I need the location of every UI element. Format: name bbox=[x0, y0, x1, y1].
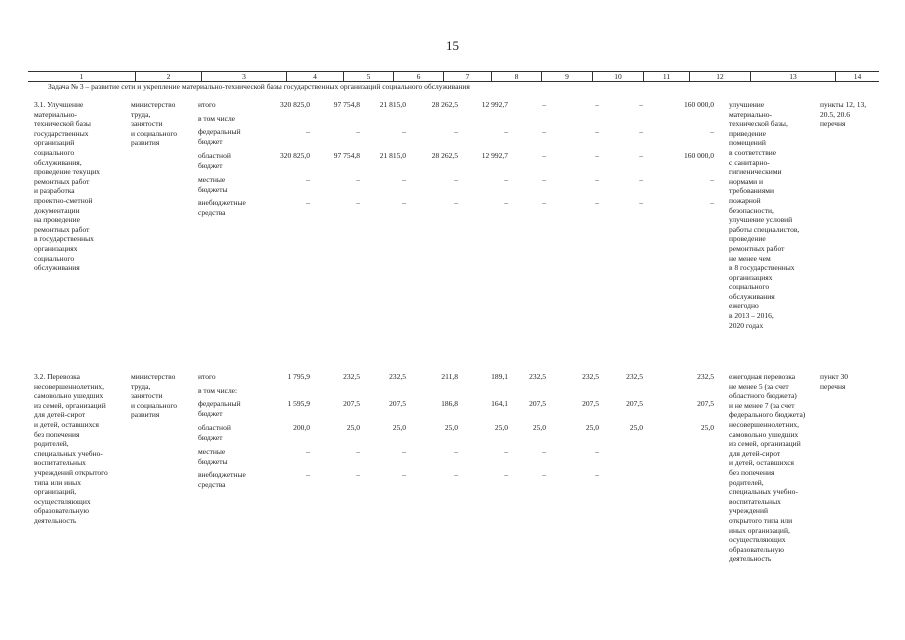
funding-value: 25,0 bbox=[629, 423, 643, 432]
funding-value: – bbox=[595, 175, 599, 184]
funding-value: – bbox=[306, 470, 310, 479]
funding-value: – bbox=[356, 447, 360, 456]
funding-value: – bbox=[542, 100, 546, 109]
funding-value: – bbox=[454, 447, 458, 456]
funding-value: – bbox=[402, 447, 406, 456]
header-col-13: 13 bbox=[750, 72, 835, 81]
funding-value: – bbox=[504, 175, 508, 184]
funding-value: – bbox=[356, 470, 360, 479]
funding-value: – bbox=[504, 470, 508, 479]
page-number: 15 bbox=[446, 38, 459, 53]
funding-value: 1 795,9 bbox=[287, 372, 310, 381]
funding-value: 211,8 bbox=[441, 372, 458, 381]
funding-value: 320 825,0 bbox=[280, 151, 310, 160]
funding-value: – bbox=[639, 100, 643, 109]
funding-value: 232,5 bbox=[582, 372, 599, 381]
header-col-9: 9 bbox=[541, 72, 592, 81]
funding-value: – bbox=[639, 175, 643, 184]
funding-value: 232,5 bbox=[697, 372, 714, 381]
funding-value: – bbox=[504, 447, 508, 456]
funding-value: – bbox=[356, 127, 360, 136]
funding-value: 25,0 bbox=[585, 423, 599, 432]
funding-value: 207,5 bbox=[529, 399, 546, 408]
funding-source-label: местные бюджеты bbox=[198, 447, 228, 466]
funding-value: 232,5 bbox=[389, 372, 406, 381]
funding-value: 186,8 bbox=[441, 399, 458, 408]
funding-value: 25,0 bbox=[700, 423, 714, 432]
funding-value: – bbox=[595, 151, 599, 160]
funding-value: 25,0 bbox=[444, 423, 458, 432]
funding-value: 232,5 bbox=[343, 372, 360, 381]
funding-value: – bbox=[504, 127, 508, 136]
funding-value: – bbox=[454, 175, 458, 184]
funding-source-label: внебюджетные средства bbox=[198, 198, 246, 217]
header-col-1: 1 bbox=[79, 72, 84, 81]
funding-value: – bbox=[639, 151, 643, 160]
funding-value: 200,0 bbox=[293, 423, 310, 432]
executor-cell: министерство труда, занятости и социального развития bbox=[131, 100, 177, 148]
funding-value: 164,1 bbox=[491, 399, 508, 408]
funding-value: – bbox=[542, 127, 546, 136]
funding-value: 21 815,0 bbox=[379, 151, 406, 160]
header-col-6: 6 bbox=[393, 72, 443, 81]
funding-value: 232,5 bbox=[529, 372, 546, 381]
funding-value: 232,5 bbox=[626, 372, 643, 381]
funding-source-label: областной бюджет bbox=[198, 151, 231, 170]
funding-value: 25,0 bbox=[392, 423, 406, 432]
funding-value: 207,5 bbox=[582, 399, 599, 408]
funding-value: – bbox=[595, 470, 599, 479]
funding-source-label: федеральный бюджет bbox=[198, 127, 241, 146]
funding-value: – bbox=[454, 470, 458, 479]
funding-value: – bbox=[595, 127, 599, 136]
funding-value: 25,0 bbox=[346, 423, 360, 432]
funding-value: – bbox=[639, 127, 643, 136]
header-col-7: 7 bbox=[443, 72, 491, 81]
funding-value: – bbox=[402, 175, 406, 184]
funding-value: – bbox=[402, 198, 406, 207]
funding-value: – bbox=[356, 198, 360, 207]
funding-value: 207,5 bbox=[697, 399, 714, 408]
funding-value: – bbox=[402, 127, 406, 136]
funding-value: – bbox=[595, 447, 599, 456]
executor-cell: министерство труда, занятости и социального развития bbox=[131, 372, 177, 420]
header-col-12: 12 bbox=[689, 72, 750, 81]
result-cell: улучшение материально- технической базы, приведение помещений в соответствие с санитарно- гигиеническими нормами и требованиями пожарной безопасности, улучшение условий работы специалистов, проведение ремонтных работ не менее чем в 8 государственных организациях социального обслуживания ежегодно в 2013 – 2016, 2020 годах bbox=[729, 100, 800, 330]
funding-value: 25,0 bbox=[532, 423, 546, 432]
measure-cell: 3.1. Улучшение материально- технической базы государственных организаций социального обслуживания, проведение текущих ремонтных работ и разработка проектно-сметной документации на проведение ремонтных работ в государственных организациях социального обслуживания bbox=[34, 100, 101, 273]
funding-source-label: внебюджетные средства bbox=[198, 470, 246, 489]
funding-source-label: итого bbox=[198, 100, 216, 109]
header-col-5: 5 bbox=[343, 72, 393, 81]
funding-source-label: итого bbox=[198, 372, 216, 381]
funding-source-label: местные бюджеты bbox=[198, 175, 228, 194]
task-heading: Задача № 3 – развитие сети и укрепление материально-технической базы государственных организаций социального обслуживания bbox=[48, 82, 470, 91]
funding-value: 160 000,0 bbox=[684, 100, 714, 109]
header-col-8: 8 bbox=[491, 72, 541, 81]
funding-value: 28 262,5 bbox=[431, 151, 458, 160]
funding-value: – bbox=[710, 127, 714, 136]
funding-source-label: в том числе: bbox=[198, 386, 238, 395]
funding-value: 12 992,7 bbox=[481, 100, 508, 109]
header-col-14: 14 bbox=[835, 72, 879, 81]
funding-value: – bbox=[542, 151, 546, 160]
header-col-10: 10 bbox=[592, 72, 643, 81]
table-header-row bbox=[28, 71, 879, 82]
funding-value: – bbox=[306, 127, 310, 136]
measure-cell: 3.2. Перевозка несовершеннолетних, самовольно ушедших из семей, организаций для детей-сирот и детей, оставшихся без попечения родителей, специальных учебно- воспитательных учреждений открытого типа или иных организаций, осуществляющих образовательную деятельность bbox=[34, 372, 108, 525]
funding-value: 28 262,5 bbox=[431, 100, 458, 109]
funding-value: 21 815,0 bbox=[379, 100, 406, 109]
funding-value: 207,5 bbox=[343, 399, 360, 408]
funding-value: – bbox=[306, 175, 310, 184]
funding-value: – bbox=[710, 198, 714, 207]
funding-value: – bbox=[504, 198, 508, 207]
points-cell: пункты 12, 13, 20.5, 20.6 перечня bbox=[820, 100, 867, 129]
header-col-11: 11 bbox=[643, 72, 689, 81]
funding-value: 1 595,9 bbox=[287, 399, 310, 408]
funding-value: 97 754,8 bbox=[333, 151, 360, 160]
result-cell: ежегодная перевозка не менее 5 (за счет областного бюджета) и не менее 7 (за счет федерального бюджета) несовершеннолетних, самовольно ушедших из семей, организаций для детей-сирот и детей, оставшихся без попечения родителей, специальных учебно- воспитательных учреждений открытого типа или иных организаций, осуществляющих образовательную деятельность bbox=[729, 372, 806, 564]
funding-value: – bbox=[454, 198, 458, 207]
funding-source-label: в том числе bbox=[198, 114, 236, 123]
funding-value: 97 754,8 bbox=[333, 100, 360, 109]
header-col-2: 2 bbox=[135, 72, 201, 81]
funding-value: 189,1 bbox=[491, 372, 508, 381]
funding-value: 207,5 bbox=[626, 399, 643, 408]
header-col-3: 3 bbox=[201, 72, 286, 81]
funding-value: 320 825,0 bbox=[280, 100, 310, 109]
funding-source-label: федеральный бюджет bbox=[198, 399, 241, 418]
funding-value: 207,5 bbox=[389, 399, 406, 408]
funding-value: – bbox=[639, 198, 643, 207]
funding-value: – bbox=[454, 127, 458, 136]
funding-source-label: областной бюджет bbox=[198, 423, 231, 442]
funding-value: – bbox=[542, 198, 546, 207]
funding-value: 160 000,0 bbox=[684, 151, 714, 160]
funding-value: – bbox=[710, 175, 714, 184]
funding-value: – bbox=[306, 447, 310, 456]
funding-value: 25,0 bbox=[494, 423, 508, 432]
funding-value: – bbox=[542, 175, 546, 184]
funding-value: – bbox=[402, 470, 406, 479]
funding-value: – bbox=[542, 470, 546, 479]
funding-value: 12 992,7 bbox=[481, 151, 508, 160]
funding-value: – bbox=[595, 100, 599, 109]
header-col-4: 4 bbox=[286, 72, 343, 81]
funding-value: – bbox=[595, 198, 599, 207]
funding-value: – bbox=[306, 198, 310, 207]
points-cell: пункт 30 перечня bbox=[820, 372, 848, 391]
funding-value: – bbox=[356, 175, 360, 184]
funding-value: – bbox=[542, 447, 546, 456]
